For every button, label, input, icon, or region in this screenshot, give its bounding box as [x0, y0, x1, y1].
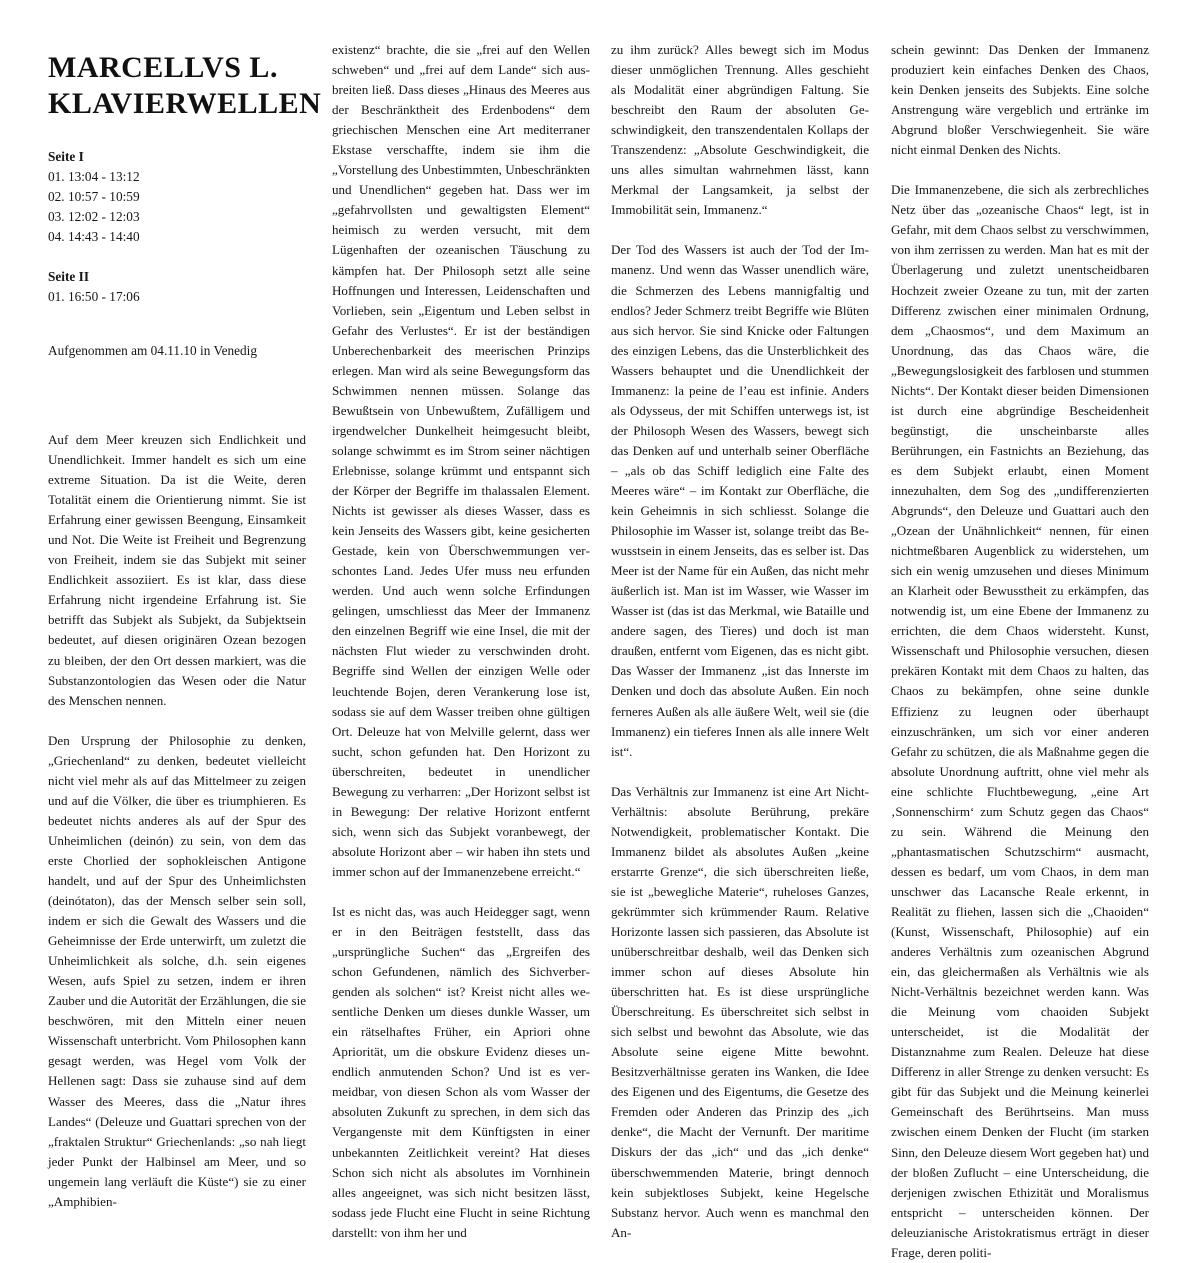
column-3: [611, 40, 869, 1243]
album-artist: MARCELLVS L.: [48, 51, 278, 84]
essay-paragraph: Den Ursprung der Philosophie zu denken, „Griechenland“ zu denken, bedeutet vielleicht nicht viel mehr als auf das Mittelmeer zu zeigen und auf die Völker, die über es triumphieren. Es bedeutet nichts anderes als auf der Spur des Unheimlichen (deinón) zu sein, von dem das erste Chorlied der sophokleischen Antigone handelt, und auf der Spur des Unheimlichsten (deinótaton), das der Mensch selber sein soll, indem er sich die Gewalt des Wassers und die Geheimnisse der Erde unterwirft, um zuletzt die Unheimlichkeit als solche, d.h. sein eigenes Wesen, aufs Spiel zu setzen, indem er ihren Zauber und die Autorität der Erzählungen, die sie beschwören, mit den Mitteln einer neuen Wissenschaft unterbricht. Vom Philosophen kann gesagt werden, was Hegel vom Volk der Hellenen sagt: Dass sie zuhause sind auf dem Wasser des Meeres, dass die „Natur ihres Landes“ (Deleuze und Guattari sprechen von der „fraktalen Struktur“ Griechenlands: „so nah liegt jeder Punkt der Halbinsel am Meer, und so ungemein lang verläuft die Küste“) sie zu einer „Amphibien-: [48, 732, 306, 1209]
side-1-tracklist: [48, 147, 306, 247]
track-item: 02. 10:57 - 10:59: [48, 189, 140, 204]
column-2: [332, 40, 590, 1243]
track-item: 01. 13:04 - 13:12: [48, 169, 140, 184]
album-name: KLAVIERWELLEN: [48, 87, 322, 120]
track-item: 01. 16:50 - 17:06: [48, 289, 140, 304]
essay-paragraph: Das Verhältnis zur Immanenz ist eine Art Nicht-Verhältnis: absolute Berührung, prekäre Notwendigkeit, problematischer Kontakt. Die Immanenz bildet als absolutes Außen „keine erstarrte Grenze“, die sich überschreiten ließe, sie ist „bewegliche Materie“, ruheloses Ganzes, gekrümmter sich krümmender Raum. Relative Horizonte lassen sich passieren, das Absolute ist unüberschreitbar deshalb, weil das Denken sich immer schon auf dieses Absolute hin überschritten hat. Es ist diese ursprüngliche Überschreitung. Es überschreitet sich selbst in sich selbst und bewohnt das Absolute, wie das Absolute seine eigene Mitte bewohnt. Besitzverhältnisse geraten ins Wanken, die Idee des Eigenen und des Eigentums, die Gesetze des Fremden oder Anderen das Prinzip des „ich denke“, die Macht der Vernunft. Der maritime Diskurs der das „ich“ und das „ich denke“ überschwemmenden Materie, bringt dennoch kein subjektloses Subjekt, keine Hegelsche Substanz hervor. Auch wenn es manchmal den An-: [611, 783, 869, 1240]
essay-paragraph: existenz“ brachte, die sie „frei auf den Wellen schweben“ und „frei auf dem Lande“ sich ausbreiten ließ. Dass dieses „Hinaus des Meeres aus der Beschränktheit des Erdenbodens“ dem griechischen Menschen eine Art mediterraner Ekstase verschaffte, indem sie ihm die „Vorstellung des Unbestimmten, Unbeschränkten und Unendlichen“ gegeben hat. Dass wer im „gefahrvollsten und gewaltigsten Element“ heimisch zu werden versucht, mit dem Lügenhaften der ozeanischen Täuschung zu kämpfen hat. Der Philosoph setzt alle seine Hoffnungen und Interessen, Leidenschaften und Vorlieben, sein „Eigentum und Leben selbst in Gefahr des Verlustes“. Er ist der beständigen Unberechenbarkeit des meerischen Prinzips erlegen. Man wird als seine Bewegungsform das Schwimmen nennen müssen. Solange das Bewußtsein von Unbewußtem, Zufälligem und irgendwelcher Dunkelheit heimgesucht bleibt, solange schwimmt es im Strom seiner nächtigen Erlebnisse, solange krümmt und entspannt sich der Körper der Begriffe im thalassalen Element. Nichts ist gewisser als dieses Wasser, dass es kein Jenseits des Wassers gibt, keine gesicherten Gestade, kein von Überschwemmungen verschontes Land. Jedes Ufer muss neu erfunden werden. Und auch wenn solche Erfindungen gelingen, umschliesst das Meer der Immanenz den einzelnen Begriff wie eine Insel, die mit der nächsten Flut wieder zu verschwinden droht. Begriffe sind Wellen der einzigen Welle oder leuchtende Bojen, deren Verankerung lose ist, sodass sie auf dem Wasser treiben ohne gültigen Ort. Deleuze hat von Melville gelernt, dass wer sucht, schon gefunden hat. Den Horizont zu überschreiten, bedeutet in unendlicher Bewegung zu verharren: „Der Horizont selbst ist in Bewegung: Der relative Horizont entfernt sich, wenn sich das Subjekt voranbewegt, der absolute Horizont aber – wir haben ihn stets und immer schon auf der Immanenzebene erreicht.“: [332, 42, 590, 879]
track-item: 03. 12:02 - 12:03: [48, 209, 140, 224]
essay-paragraph: Ist es nicht das, was auch Heidegger sagt, wenn er in den Beiträgen feststellt, dass das „ursprüngliche Suchen“ das „Ergreifen des schon Gefundenen, nämlich des Sichverbergenden als solchen“ ist? Kreist nicht alles wesentliche Denken um dieses dunkle Wasser, um ein rätselhaftes Früher, ein Apriori ohne Apriorität, um die obskure Evidenz dieses unendlich anmutenden Schon? Und ist es vermeidbar, von diesen Schon als vom Wasser der absoluten Zukunft zu sprechen, in dem sich das Vergangenste mit dem Künftigsten in einer unbekannten Zeitlichkeit vereint? Hat dieses Schon sich nicht als absolutes im Vornhinein alles angeeignet, was sich nicht besitzen lässt, sodass jede Flucht eine Flucht in seine Richtung darstellt: von ihm her und: [332, 903, 590, 1240]
side-1-heading: Seite I: [48, 149, 84, 164]
track-item: 04. 14:43 - 14:40: [48, 229, 140, 244]
side-2-tracks: [48, 287, 306, 307]
column-4: [891, 40, 1149, 1263]
essay-paragraph: Der Tod des Wassers ist auch der Tod der Immanenz. Und wenn das Wasser unendlich wäre, die Schmerzen des Lebens mannigfaltig und endlos? Jeder Schmerz treibt Begriffe wie Blüten aus sich hervor. Sie sind Knicke oder Faltungen des einzigen Lebens, das die Unsterblichkeit des Wassers behauptet und die Unendlichkeit der Immanenz: la peine de l’eau est infinie. Anders als Odysseus, der mit Schiffen unterwegs ist, ist der Philosoph Wesen des Wassers, bewegt sich das Denken auf und unterhalb seiner Oberfläche – „als ob das Schiff lediglich eine Falte des Meeres wäre“ – im Kontakt zur Oberfläche, die kein Geheimnis in sich schliesst. Solange die Philosophie im Wasser ist, solange treibt das Bewusstsein in einem Jenseits, das es selber ist. Das Meer ist der Name für ein Außen, das nicht mehr äußerlich ist. Man ist im Wasser, wie Wasser im Wasser ist (das ist das Merkmal, wie Bataille und andere sagen, des Tieres) und doch ist man draußen, entfernt vom Eigenen, das es nicht gibt. Das Wasser der Immanenz „ist das Innerste im Denken und doch das absolute Außen. Ein noch ferneres Außen als alle äußere Welt, weil sie (die Immanenz) ein tieferes Innen als alle innere Welt ist“.: [611, 242, 870, 759]
essay-paragraph: zu ihm zurück? Alles bewegt sich im Modus dieser unmöglichen Trennung. Alles geschieht als Modalität einer abgründigen Faltung. Sie beschreibt den Raum der absoluten Geschwindigkeit, den transzendentalen Kollaps der Transzendenz: „Absolute Geschwindigkeit, die uns alles simultan wahrnehmen lässt, kann Merkmal der Langsamkeit, ja selbst der Immobilität sein, Immanenz.“: [611, 42, 869, 218]
side-2-heading: Seite II: [48, 269, 89, 284]
side-2-tracklist: [48, 267, 306, 307]
essay-paragraph: Auf dem Meer kreuzen sich Endlichkeit und Unendlichkeit. Immer handelt es sich um eine extreme Situation. Da ist die Weite, deren Totalität einem die Orientierung nimmt. Sie ist Erfahrung einer gewissen Beengung, Einsamkeit und Not. Die Weite ist Freiheit und Begrenzung von Freiheit, indem sie das Subjekt mit seiner Endlichkeit assoziiert. Es ist klar, dass diese Erfahrung nicht irgendeine Erfahrung ist. Sie betrifft das Subjekt als Subjekt, da Subjektsein bedeutet, auf diesen originären Ozean bezogen zu bleiben, der den Ort dessen markiert, was die Substanzontologien das Wesen oder die Natur des Menschen nennen.: [48, 432, 306, 708]
recording-note: Aufgenommen am 04.11.10 in Venedig: [48, 343, 258, 358]
essay-column-1-text: [48, 430, 306, 1212]
side-1-tracks: [48, 167, 306, 247]
essay-paragraph: schein gewinnt: Das Denken der Immanenz produziert kein einfaches Denken des Chaos, kein Denken jenseits des Subjekts. Eine solche Anstrengung wäre vergeblich und ertränke im Abgrund bloßer Verschwiegenheit. Sie wäre nicht einmal Denken des Nichts.: [891, 42, 1149, 158]
album-title: [48, 50, 322, 122]
column-1: [48, 50, 322, 1209]
essay-paragraph: Die Immanenzebene, die sich als zerbrechliches Netz über das „ozeanische Chaos“ legt, ist in Gefahr, mit dem Chaos selbst zu verschwimmen, von ihm zerrissen zu werden. Man hat es mit der Überlagerung und zuletzt unentscheidbaren Hochzeit zweier Ozeane zu tun, mit der zarten Differenz zwischen einer minimalen Ordnung, dem „Chaosmos“, und dem Maximum an Unordnung, das das Chaos wäre, die „Bewegungslosigkeit des farblosen und stummen Nichts“. Der Kontakt dieser beiden Dimensionen ist durch eine abgründige Bescheidenheit begünstigt, die unscheinbarste alles Berührungen, ein Fastnichts an Beziehung, das es dem Subjekt erlaubt, einen Moment innezuhalten, dem Sog des „undifferenzierten Abgrunds“, den Deleuze und Guattari auch den „Ozean der Unähnlichkeit“ nennen, für einen nichtmeßbaren Augenblick zu widerstehen, um sich ein wenig umzusehen und dieses Minimum an Klarheit oder Bewusstheit zu erkämpfen, das notwendig ist, um eine Ebene der Immanenz zu errichten, die dem Chaos widersteht. Kunst, Wissenschaft und Philosophie versuchen, diesen prekären Kontakt mit dem Chaos zu halten, das Chaos zu bekämpfen, ohne seine dunkle Effizienz zu leugnen oder überhaupt einzuschränken, um sich vor einer anderen Gefahr zu schützen, die als Maßnahme gegen die absolute Unordnung auftritt, ohne viel mehr als eine schlichte Fluchtbewegung, „eine Art ‚Sonnenschirm‘ zum Schutz gegen das Chaos“ zu sein. Während die Meinung den „phantasmatischen Schutzschirm“ ausmacht, dessen es bedarf, um vom Chaos, in dem man unschwer das Lacansche Reale erkennt, in Realität zu fliehen, lassen sich die „Chaoiden“ (Kunst, Wissenschaft, Philosophie) auf ein anderes Verhältnis zum ozeanischen Abgrund ein, das gleichermaßen als Verhältnis wie als Nicht-Verhältnis bezeichnet werden kann. Was die Meinung vom chaoiden Subjekt unterscheidet, ist die Modalität der Distanznahme zum Realen. Deleuze hat diese Differenz in aller Strenge zu denken versucht: Es gibt für das Subjekt und die Meinung keinerlei Gemeinschaft des Berührtseins. Man muss zwischen einem Denken der Flucht (im starken Sinn, den Deleuze diesem Wort gegeben hat) und der bloßen Zuflucht – eine Unterscheidung, die derjenigen zwischen Ethizität und Moralismus entspricht – unterscheiden können. Der deleuzianische Aristokratismus erträgt in dieser Frage, deren politi-: [891, 182, 1149, 1260]
